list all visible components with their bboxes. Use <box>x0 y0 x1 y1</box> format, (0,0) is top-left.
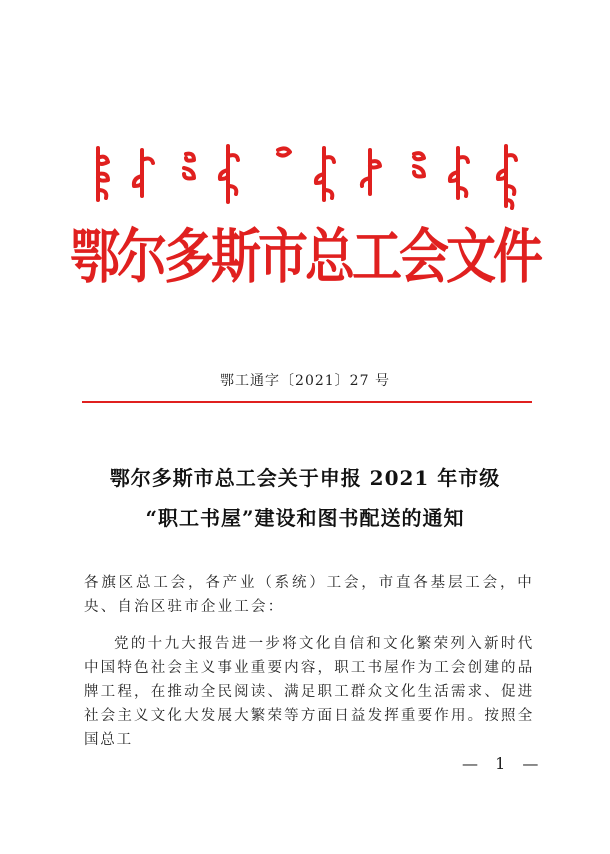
red-divider-rule <box>82 401 532 403</box>
document-number: 鄂工通字〔2021〕27 号 <box>220 373 390 389</box>
mongolian-script-header <box>88 140 528 218</box>
salutation-paragraph: 各旗区总工会，各产业（系统）工会，市直各基层工会，中央、自治区驻市企业工会： <box>84 575 534 615</box>
issuer-title: 鄂尔多斯市总工会文件 <box>70 222 540 292</box>
body-paragraph: 党的十九大报告进一步将文化自信和文化繁荣列入新时代中国特色社会主义事业重要内容，职工书屋作为工会创建的品牌工程，在推动全民阅读、满足职工群众文化生活需求、促进社会主义文化大发展大繁荣等方面日益发挥重要作用。按照全国总工 <box>84 636 534 748</box>
page-number: — 1 — <box>462 754 545 773</box>
notice-title-line-2: “职工书屋”建设和图书配送的通知 <box>145 506 465 530</box>
notice-title-line-1: 鄂尔多斯市总工会关于申报 2021 年市级 <box>109 466 501 490</box>
